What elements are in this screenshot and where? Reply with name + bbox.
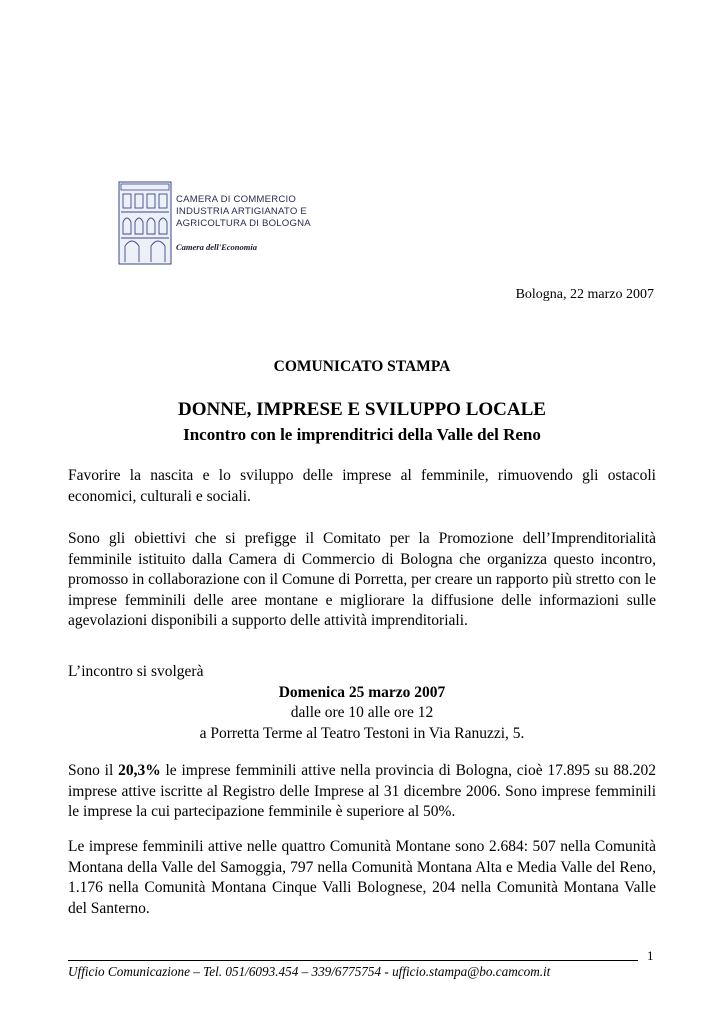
paragraph-objectives: Sono gli obiettivi che si prefigge il Comitato per la Promozione dell’Imprenditorialità femminile istituito dalla Camera di Commercio di Bologna che organizza questo incontro, promosso in collaborazione con il Comune di Porretta, per creare un rapporto più stretto con le imprese femminili delle aree montane e migliorare la diffusione delle informazioni sulle agevolazioni disponibili a supporto delle attività imprenditoriali. (68, 530, 656, 629)
paragraph-statistics (68, 761, 656, 823)
building-facade-icon (117, 176, 173, 268)
stat-percentage: 20,3% (118, 762, 161, 779)
page-number: 1 (647, 948, 654, 963)
logo-subtitle: Camera dell'Economia (176, 242, 257, 252)
paragraph-mountain-communities: Le imprese femminili attive nelle quattro Comunità Montane sono 2.684: 507 nella Comunità Montana della Valle del Samoggia, 797 nella Comunità Montana Alta e Media Valle del Reno, 1.176 nella Comunità Montana Cinque Valli Bolognese, 204 nella Comunità Montana Valle del Santerno. (68, 838, 656, 917)
logo-line-3: AGRICOLTURA DI BOLOGNA (176, 218, 311, 229)
footer-contact: Ufficio Comunicazione – Tel. 051/6093.454 – 339/6775754 - ufficio.stampa@bo.camcom.it (68, 964, 551, 979)
event-date: Domenica 25 marzo 2007 (278, 684, 446, 701)
footer-divider (68, 960, 638, 961)
event-place: a Porretta Terme al Teatro Testoni in Via Ranuzzi, 5. (199, 725, 525, 742)
chamber-logo (117, 176, 312, 268)
logo-text (176, 194, 311, 230)
paragraph-intro: Favorire la nascita e lo sviluppo delle imprese al femminile, rimuovendo gli ostacoli economici, culturali e sociali. (68, 467, 656, 505)
headline: DONNE, IMPRESE E SVILUPPO LOCALE (178, 399, 546, 420)
event-time: dalle ore 10 alle ore 12 (290, 704, 434, 721)
logo-line-2: INDUSTRIA ARTIGIANATO E (176, 206, 307, 217)
stat-text-pre: Sono il (68, 762, 119, 779)
stat-text-post: le imprese femminili attive nella provincia di Bologna, cioè 17.895 su 88.202 imprese attive iscritte al Registro delle Imprese al 31 dicembre 2006. Sono imprese femminili le imprese la cui partecipazione femminile è superiore al 50%. (68, 762, 656, 820)
paragraph-event-intro: L’incontro si svolgerà (68, 663, 204, 680)
subheadline: Incontro con le imprenditrici della Valle del Reno (183, 425, 541, 444)
logo-line-1: CAMERA DI COMMERCIO (176, 194, 296, 205)
document-kind: COMUNICATO STAMPA (273, 358, 451, 375)
document-date: Bologna, 22 marzo 2007 (515, 287, 654, 302)
